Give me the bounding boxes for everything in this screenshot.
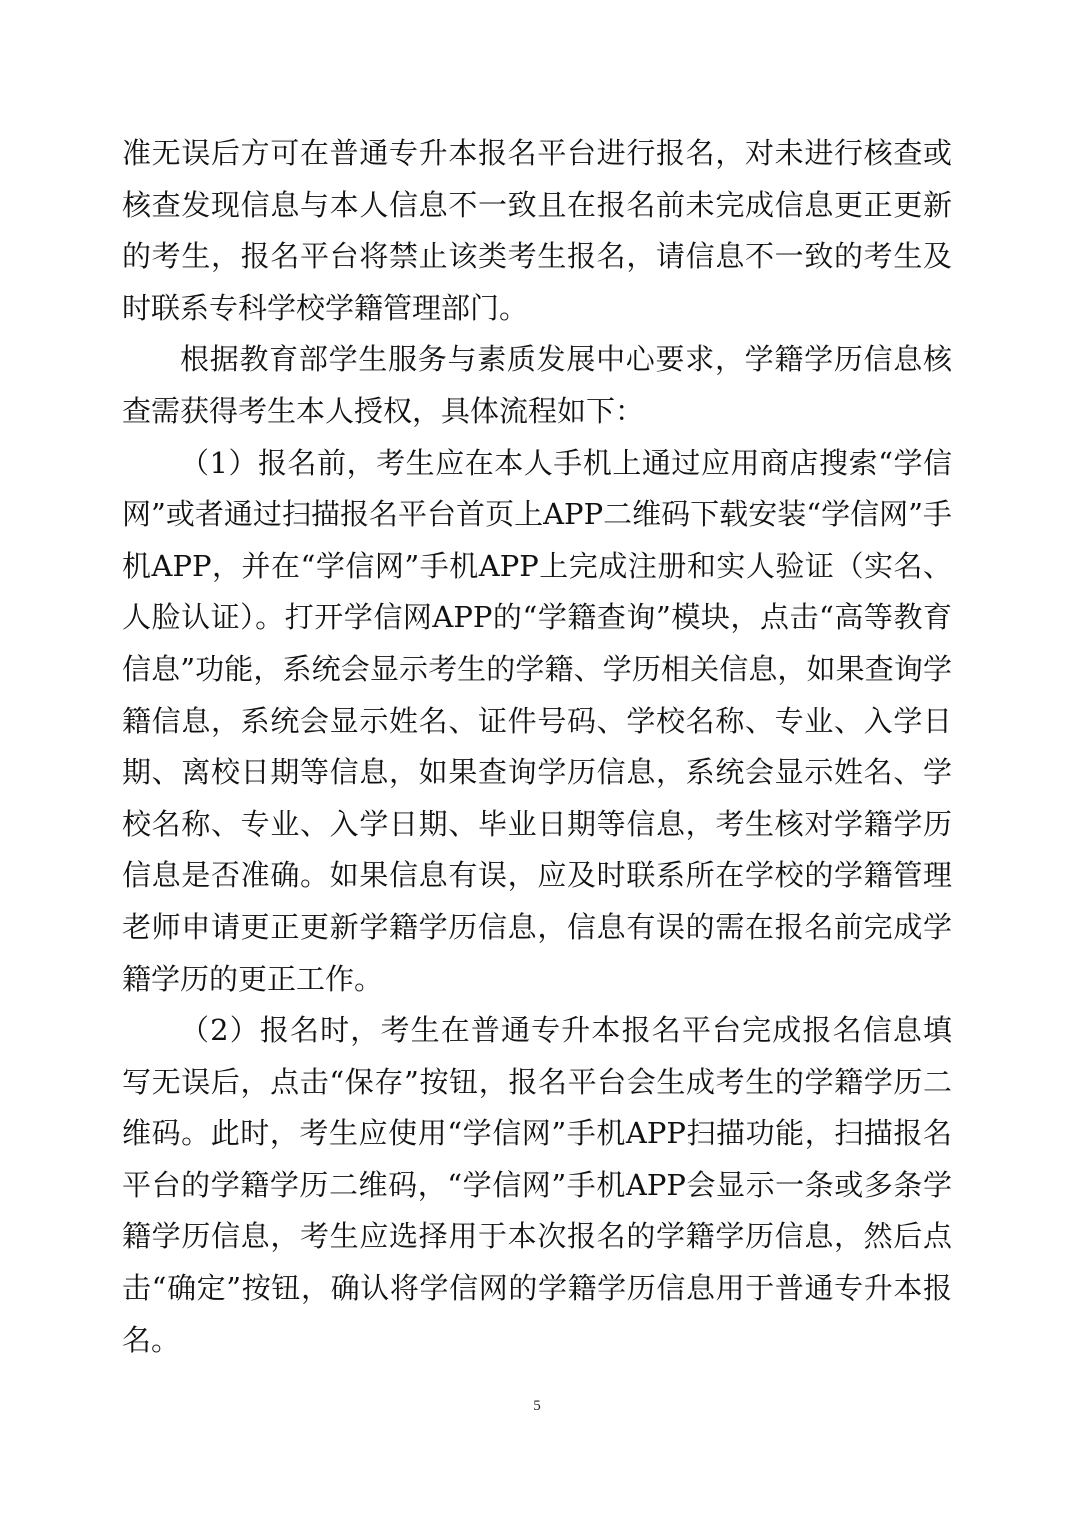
paragraph-step-2: （2）报名时，考生在普通专升本报名平台完成报名信息填写无误后，点击“保存”按钮，报名平台会生成考生的学籍学历二维码。此时，考生应使用“学信网”手机APP扫描功能，扫描报名平台的学籍学历二维码，“学信网”手机APP会显示一条或多条学籍学历信息，考生应选择用于本次报名的学籍学历信息，然后点击“确定”按钮，确认将学信网的学籍学历信息用于普通专升本报名。 — [122, 1013, 952, 1357]
paragraph-continuation: 准无误后方可在普通专升本报名平台进行报名，对未进行核查或核查发现信息与本人信息不一致且在报名前未完成信息更正更新的考生，报名平台将禁止该类考生报名，请信息不一致的考生及时联系专科学校学籍管理部门。 — [122, 136, 952, 325]
paragraph-step-1: （1）报名前，考生应在本人手机上通过应用商店搜索“学信网”或者通过扫描报名平台首页上APP二维码下载安装“学信网”手机APP，并在“学信网”手机APP上完成注册和实人验证（实名、人脸认证）。打开学信网APP的“学籍查询”模块，点击“高等教育信息”功能，系统会显示考生的学籍、学历相关信息，如果查询学籍信息，系统会显示姓名、证件号码、学校名称、专业、入学日期、离校日期等信息，如果查询学历信息，系统会显示姓名、学校名称、专业、入学日期、毕业日期等信息，考生核对学籍学历信息是否准确。如果信息有误，应及时联系所在学校的学籍管理老师申请更正更新学籍学历信息，信息有误的需在报名前完成学籍学历的更正工作。 — [122, 445, 952, 996]
document-body — [122, 128, 952, 1366]
page-number: 5 — [533, 1398, 541, 1414]
paragraph-authorization: 根据教育部学生服务与素质发展中心要求，学籍学历信息核查需获得考生本人授权，具体流程如下： — [122, 342, 952, 428]
